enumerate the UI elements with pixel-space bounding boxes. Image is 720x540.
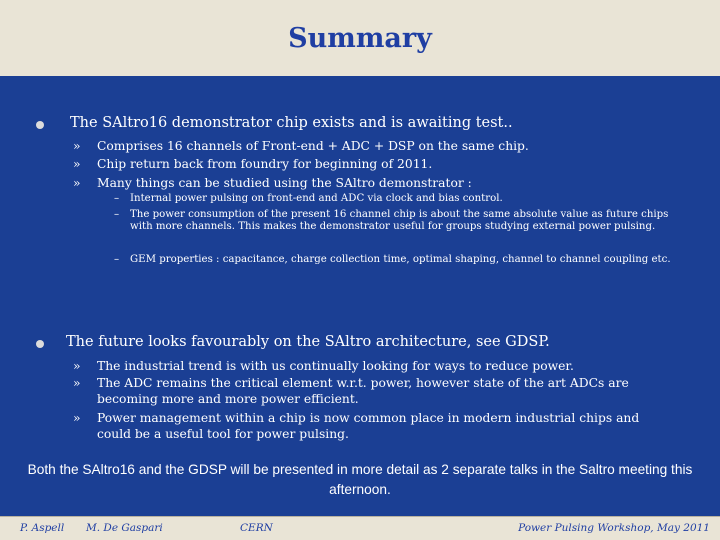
subitem-marker: »	[73, 157, 81, 171]
subitem	[73, 138, 593, 154]
subitem-text: The ADC remains the critical element w.r.t. power, however state of the art ADCs are becoming more and more power efficient.	[97, 376, 629, 406]
subsubitem	[114, 209, 680, 233]
subsubitem-text: Internal power pulsing on front-end and ADC via clock and bias control.	[130, 193, 503, 204]
subitem-text: Comprises 16 channels of Front-end + ADC + DSP on the same chip.	[97, 139, 529, 153]
subsubitem	[114, 193, 680, 205]
subitem-marker: »	[73, 411, 81, 425]
subitem-text: Chip return back from foundry for beginning of 2011.	[97, 157, 433, 171]
subsubitem-text: The power consumption of the present 16 channel chip is about the same absolute value as future chips with more channels. This makes the demonstrator useful for groups studying external power pulsing.	[130, 209, 669, 232]
subitem-text: The industrial trend is with us continually looking for ways to reduce power.	[97, 359, 574, 373]
bullet-2-text: The future looks favourably on the SAltro architecture, see GDSP.	[66, 334, 550, 350]
footer-author-2: M. De Gaspari	[86, 522, 163, 534]
title-bar	[0, 0, 720, 76]
footer-event: Power Pulsing Workshop, May 2011	[518, 522, 710, 534]
subitem	[73, 156, 593, 172]
subsubitem	[114, 254, 680, 266]
bullet-dot-icon	[36, 340, 44, 348]
subitem-text: Power management within a chip is now common place in modern industrial chips and could be a useful tool for power pulsing.	[97, 411, 640, 441]
slide-title: Summary	[288, 22, 432, 54]
subitem-marker: »	[73, 139, 81, 153]
subitem-text: Many things can be studied using the SAltro demonstrator :	[97, 176, 472, 190]
subitem-marker: »	[73, 376, 81, 390]
subsubitem-text: GEM properties : capacitance, charge collection time, optimal shaping, channel to channel coupling etc.	[130, 254, 671, 265]
closing-statement: Both the SAltro16 and the GDSP will be presented in more detail as 2 separate talks in the Saltro meeting this afternoon.	[27, 462, 693, 497]
footer-author-1: P. Aspell	[20, 522, 65, 534]
slide-content	[0, 76, 720, 516]
subsubitem-marker: –	[114, 254, 120, 265]
subitem	[73, 175, 593, 191]
subitem-marker: »	[73, 176, 81, 190]
subitem	[73, 375, 673, 407]
subitem-marker: »	[73, 359, 81, 373]
footer-institution: CERN	[240, 522, 273, 534]
subsubitem-marker: –	[114, 193, 120, 204]
bullet-1-text: The SAltro16 demonstrator chip exists and is awaiting test..	[70, 115, 513, 131]
bullet-dot-icon	[36, 121, 44, 129]
subsubitem-marker: –	[114, 209, 120, 220]
footer	[0, 516, 720, 540]
subitem	[73, 410, 673, 442]
subitem	[73, 358, 673, 374]
